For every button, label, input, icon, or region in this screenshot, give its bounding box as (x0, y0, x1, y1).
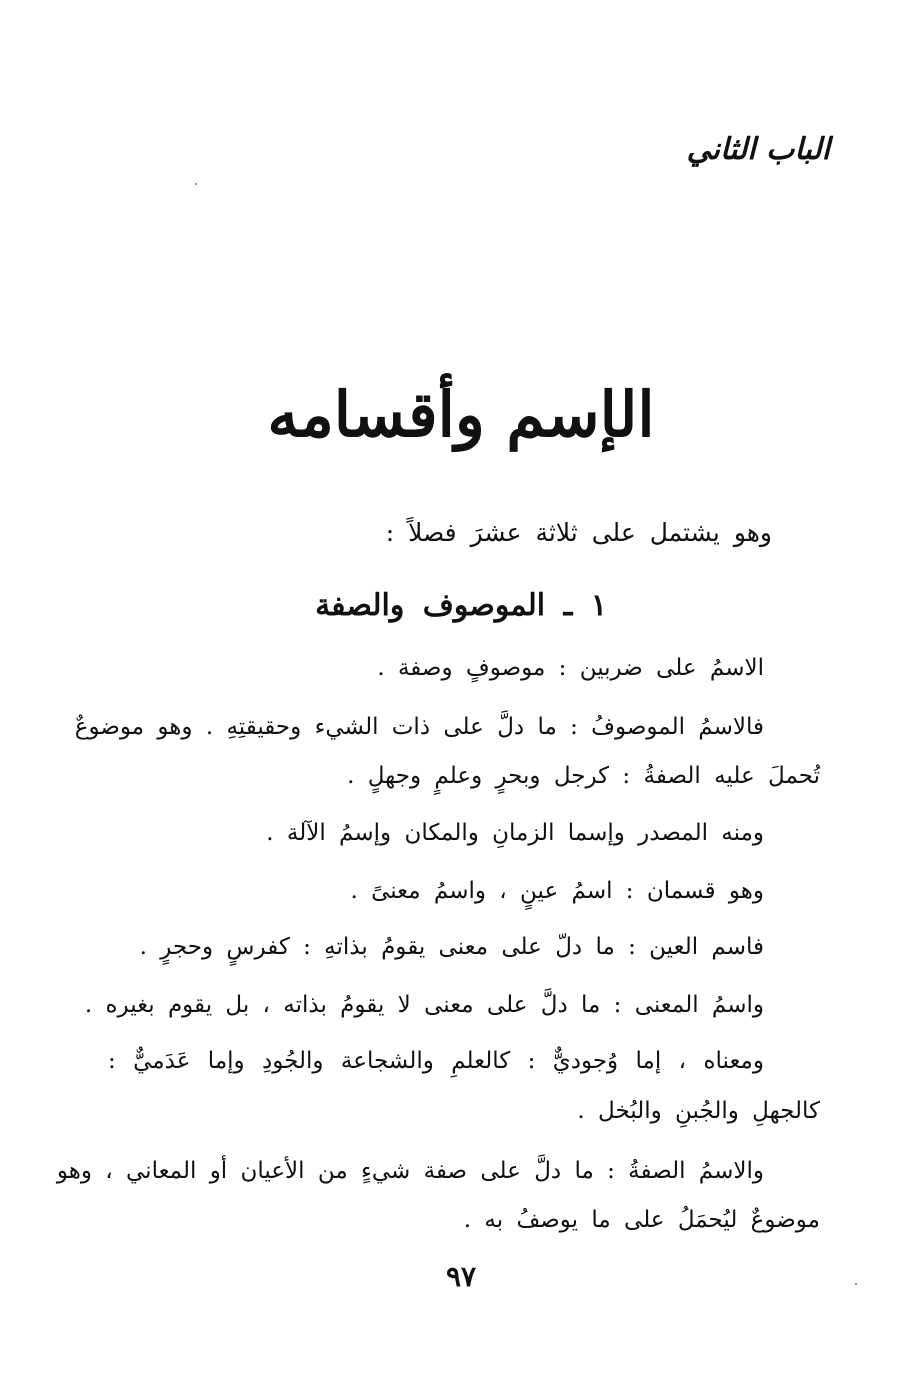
body-line-1: الاسمُ على ضربين : موصوفٍ وصفة . (377, 655, 764, 681)
section-heading: ١ ـ الموصوف والصفة (315, 588, 607, 623)
body-line-3: تُحملَ عليه الصفةُ : كرجل وبحرٍ وعلمٍ وجهلٍ . (347, 763, 820, 789)
body-line-11: موضوعٌ ليُحمَلُ على ما يوصفُ به . (463, 1207, 820, 1233)
body-line-10: والاسمُ الصفةُ : ما دلَّ على صفة شيءٍ من الأعيان أو المعاني ، وهو (56, 1158, 764, 1184)
body-line-5: وهو قسمان : اسمُ عينٍ ، واسمُ معنىً . (350, 878, 764, 904)
body-line-7: واسمُ المعنى : ما دلَّ على معنى لا يقومُ بذاته ، بل يقوم بغيره . (84, 992, 764, 1018)
body-line-8: ومعناه ، إما وُجوديٌّ : كالعلمِ والشجاعة والجُودِ وإما عَدَميٌّ : (108, 1048, 764, 1074)
page-number: ٩٧ (445, 1260, 477, 1293)
intro-line: وهو يشتمل على ثلاثة عشرَ فصلاً : (385, 518, 772, 547)
running-head: الباب الثاني (686, 132, 830, 167)
scan-speck (855, 1283, 857, 1285)
part-title: الإسم وأقسامه (267, 378, 655, 451)
scan-speck (195, 183, 197, 185)
body-line-9: كالجهلِ والجُبنِ والبُخل . (577, 1098, 820, 1124)
body-line-2: فالاسمُ الموصوفُ : ما دلَّ على ذات الشيء وحقيقتِهِ . وهو موضوعٌ (74, 714, 764, 740)
body-line-4: ومنه المصدر وإسما الزمانِ والمكان وإسمُ الآلة . (266, 820, 764, 846)
body-line-6: فاسم العين : ما دلّ على معنى يقومُ بذاتهِ : كفرسٍ وحجرٍ . (139, 934, 764, 960)
